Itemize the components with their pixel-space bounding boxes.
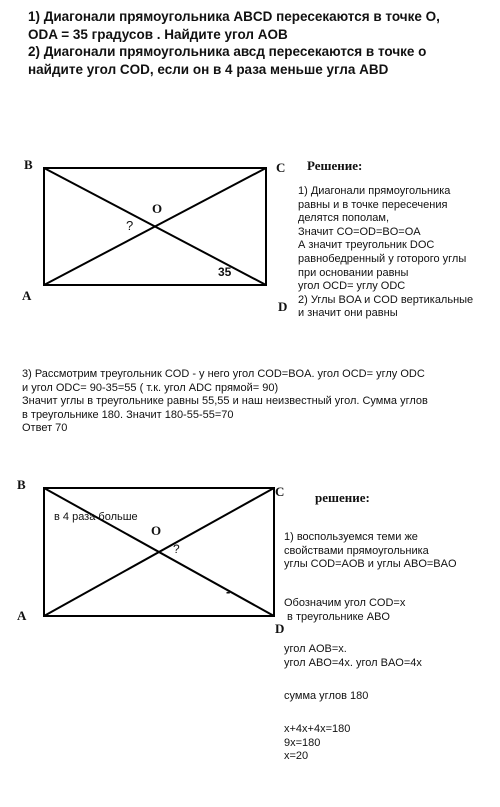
solution2-block-2 — [284, 597, 405, 624]
solution-line: 2) Углы BOA и COD вертикальные — [298, 293, 474, 306]
solution-line: в треугольнике ABO — [284, 610, 390, 623]
solution-line: угол AOB=x. — [284, 643, 347, 655]
solution-line: 1) Диагонали прямоугольника — [298, 185, 451, 197]
solution2-block-4 — [284, 690, 368, 704]
problem-line: 1) Диагонали прямоугольника ABCD пересекаются в точке O, — [28, 9, 440, 24]
solution-title: решение: — [315, 490, 370, 505]
solution-line: Значит углы в треугольнике равны 55,55 и наш неизвестный угол. Сумма углов — [22, 395, 428, 408]
equation-line: x+4x+4x=180 — [284, 723, 351, 735]
solution-line: угол OCD= углу ODC — [298, 280, 406, 293]
solution2-block-1 — [284, 531, 457, 572]
angle-note-label: в 4 раза больше — [54, 511, 138, 523]
solution-line: и значит они равны — [298, 307, 398, 320]
center-o-label: O — [151, 523, 162, 538]
solution-line: равнобедренный у готорого углы — [298, 252, 467, 265]
unknown-angle-mark: ? — [173, 542, 180, 556]
solution-line: углы COD=AOB и углы ABO=BAO — [284, 558, 457, 571]
solution-line: равны и в точке пересечения — [298, 198, 448, 211]
solution-line: Обозначим угол COD=x — [284, 597, 406, 609]
center-o-label: O — [152, 201, 163, 216]
vertex-c-label: C — [276, 160, 286, 175]
vertex-a-label: A — [22, 288, 32, 303]
problem-line: 2) Диагонали прямоугольника авсд пересекаются в точке о — [28, 44, 427, 59]
solution-line: 1) воспользуемся теми же — [284, 531, 418, 543]
solution2-block-5 — [284, 723, 350, 764]
equation-line: x=20 — [284, 750, 309, 763]
vertex-c-label: C — [275, 484, 285, 499]
solution-step-3 — [22, 368, 428, 436]
solution-line: при основании равны — [298, 266, 409, 279]
equation-line: 9x=180 — [284, 736, 321, 749]
solution-line: делятся пополам, — [298, 212, 390, 225]
solution-line: свойствами прямоугольника — [284, 544, 429, 557]
solution-steps — [298, 185, 473, 321]
solution-line: А значит треугольник DOC — [298, 239, 435, 252]
vertex-b-label: B — [17, 477, 26, 492]
vertex-a-label: A — [17, 608, 27, 623]
solution-line: в треугольнике 180. Значит 180-55-55=70 — [22, 408, 234, 421]
vertex-d-label: D — [278, 299, 288, 314]
angle-mark-dash: - — [226, 584, 231, 599]
problem-line: найдите угол COD, если он в 4 раза меньше угла ABD — [28, 61, 389, 77]
solution2-block-3 — [284, 643, 422, 670]
solution-line: Значит CO=OD=BO=OA — [298, 225, 421, 238]
solution-line: и угол ODC= 90-35=55 ( т.к. угол ADC прямой= 90) — [22, 381, 279, 394]
vertex-d-label: D — [275, 621, 285, 636]
angle-35-label: 35 — [218, 265, 232, 279]
solution-line: сумма углов 180 — [284, 690, 369, 702]
problem-line: ODA = 35 градусов . Найдите угол AOB — [28, 26, 288, 42]
solution-line: угол ABO=4x. угол BAO=4x — [284, 656, 422, 669]
answer-line: Ответ 70 — [22, 422, 68, 435]
vertex-b-label: B — [24, 157, 33, 172]
solution-title: Решение: — [307, 158, 363, 173]
unknown-angle-mark: ? — [126, 218, 134, 233]
solution-line: 3) Рассмотрим треугольник COD - у него угол COD=BOA. угол OCD= углу ODC — [22, 368, 425, 380]
